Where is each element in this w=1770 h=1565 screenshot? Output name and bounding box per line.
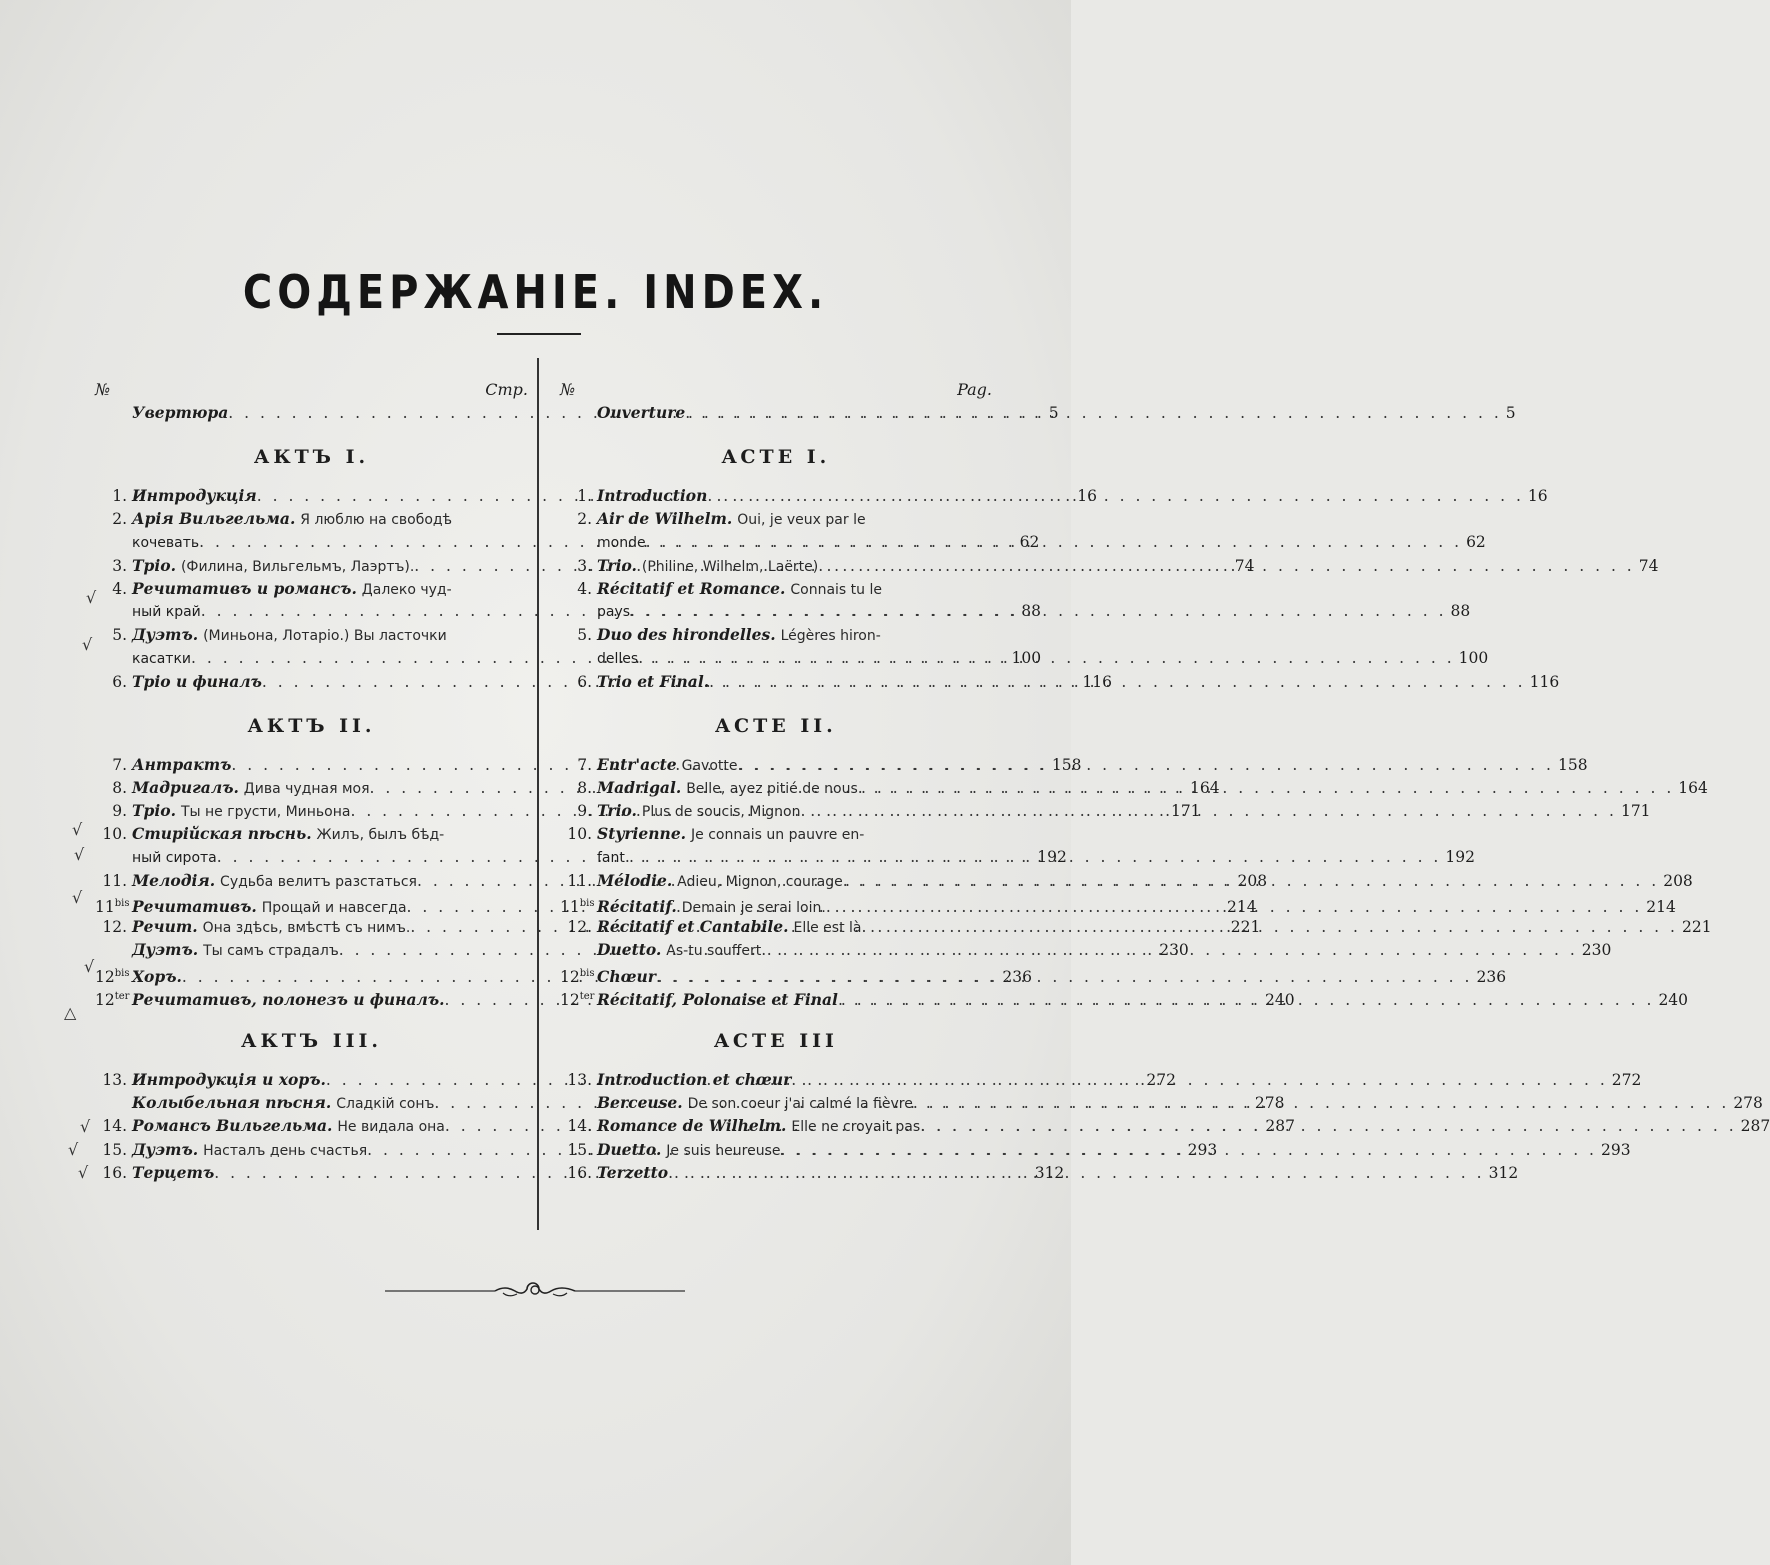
entry-number: 16. <box>102 1163 127 1182</box>
index-entry <box>560 577 992 600</box>
leader-dots <box>685 402 1501 425</box>
index-entry <box>560 962 1507 986</box>
index-entry-continuation <box>560 600 1471 623</box>
index-entry <box>560 1161 1519 1184</box>
entry-number-suffix: bis <box>579 898 595 909</box>
entry-number: 13. <box>102 1070 127 1089</box>
entry-number: 3. <box>577 556 592 575</box>
entry-incipit-continuation: ный край <box>132 604 201 621</box>
entry-title: Ouverture <box>597 403 686 422</box>
pencil-tick-mark: √ <box>72 888 83 907</box>
page-number: 158 <box>1557 755 1588 774</box>
pencil-tick-mark: √ <box>74 845 85 864</box>
entry-body <box>132 670 262 694</box>
pencil-tick-mark: √ <box>84 957 95 976</box>
leader-dots <box>668 1162 1484 1185</box>
entry-incipit: Adieu, Mignon, courage <box>677 873 843 890</box>
leader-dots <box>858 777 1674 800</box>
number-header: № <box>95 380 111 399</box>
entry-incipit: Demain je serai loin. <box>681 900 826 917</box>
page-number: 278 <box>1733 1094 1763 1113</box>
entry-body <box>597 776 858 801</box>
pencil-tick-mark: √ <box>72 820 83 839</box>
entry-number: 14. <box>567 1117 592 1136</box>
entry-incipit-continuation: касатки <box>132 650 192 667</box>
entry-title: Дуэтъ. <box>132 625 199 645</box>
entry-body <box>597 938 761 963</box>
entry-number: 16. <box>567 1163 592 1182</box>
index-entry-continuation <box>560 846 1475 869</box>
page-number: 116 <box>1529 672 1560 691</box>
page-number: 208 <box>1663 871 1693 890</box>
page-number: 164 <box>1190 779 1220 798</box>
entry-incipit: Жилъ, былъ бѣд- <box>316 827 445 844</box>
entry-incipit: Plus de soucis, Mignon <box>641 804 801 821</box>
pencil-tick-mark: √ <box>80 1117 91 1136</box>
leader-dots <box>709 671 1525 694</box>
entry-body <box>597 484 707 508</box>
entry-number-suffix: ter <box>114 990 130 1002</box>
entry-number: 11. <box>567 871 592 890</box>
entry-number: 5. <box>112 626 127 645</box>
index-entry <box>95 623 528 646</box>
entry-title: Mélodie. <box>597 870 673 890</box>
entry-title: Berceuse. <box>597 1093 683 1113</box>
page-number: 62 <box>1466 532 1486 551</box>
page-number: 221 <box>1230 918 1261 937</box>
page-number: 208 <box>1237 871 1268 890</box>
entry-body <box>132 623 528 648</box>
page-number: 171 <box>1170 802 1201 821</box>
entry-title: Introduction <box>597 486 708 506</box>
entry-title: Интродукція и хоръ. <box>132 1069 326 1089</box>
entry-body <box>597 554 818 579</box>
overture-entry <box>560 401 1516 424</box>
entry-body <box>132 1068 326 1092</box>
entry-incipit: Oui, je veux par le <box>737 512 866 529</box>
entry-number: 11. <box>102 871 127 890</box>
entry-incipit: Судьба велитъ разстаться <box>220 873 417 890</box>
page-number: 287 <box>1265 1117 1295 1136</box>
page-number: 214 <box>1646 898 1676 917</box>
index-entry <box>560 985 1689 1009</box>
entry-number: $11^{bis}$ <box>560 898 595 917</box>
index-entry <box>560 1138 1631 1161</box>
leader-dots <box>843 870 1659 893</box>
entry-title: Речитативъ, полонезъ и финалъ. <box>132 989 445 1009</box>
entry-title: Récitatif et Cantabile. <box>597 917 789 937</box>
entry-number: 13. <box>567 1070 592 1089</box>
page-number: 88 <box>1021 602 1041 621</box>
entry-number: 12. <box>102 918 127 937</box>
page-number: 221 <box>1681 918 1712 937</box>
page-number: 272 <box>1146 1070 1176 1089</box>
entry-title: Trio et Final. <box>597 671 710 691</box>
entry-title: Тріо. <box>132 801 176 821</box>
entry-number-suffix: bis <box>579 967 595 979</box>
entry-body <box>597 1091 913 1116</box>
entry-title: Речитативъ и романсъ. <box>132 578 357 598</box>
entry-body <box>597 1161 668 1185</box>
entry-body <box>132 577 528 602</box>
page-number: 164 <box>1678 779 1708 798</box>
entry-title: Trio. <box>597 801 637 821</box>
index-entry <box>560 623 992 646</box>
entry-body <box>597 869 843 894</box>
page-header: Pag. <box>957 380 992 399</box>
index-entry <box>95 507 528 530</box>
index-entry <box>560 869 1693 892</box>
entry-incipit: As-tu souffert <box>666 943 762 960</box>
entry-title: Тріо. <box>132 555 176 575</box>
entry-incipit: Прощай и навсегда <box>261 900 407 917</box>
entry-body <box>597 1114 920 1139</box>
entry-title: Стирійская пѣснь. <box>132 824 312 844</box>
entry-incipit: Ты не грусти, Миньона <box>180 804 351 821</box>
pencil-tick-mark: √ <box>86 588 97 607</box>
entry-body <box>597 577 992 602</box>
index-entry-continuation <box>560 531 1486 554</box>
pencil-tick-mark: √ <box>82 635 93 654</box>
entry-body <box>597 1068 791 1092</box>
entry-body <box>132 1091 434 1116</box>
entry-title: Duetto. <box>597 940 662 960</box>
page-number: 171 <box>1620 802 1651 821</box>
column-header <box>95 378 528 401</box>
entry-number: 7. <box>577 755 592 774</box>
act-heading: АКТЪ I. <box>253 446 370 469</box>
act-heading: ACTE II. <box>715 714 837 737</box>
entry-incipit-continuation: delles <box>597 650 639 667</box>
entry-number: 2. <box>112 510 127 529</box>
index-entry <box>560 938 1612 961</box>
index-entry <box>560 776 1708 799</box>
entry-number: 9. <box>577 802 592 821</box>
leader-dots <box>838 989 1654 1012</box>
page-number: 236 <box>1002 967 1032 986</box>
entry-body <box>132 484 257 508</box>
entry-incipit: Belle, ayez pitié de nous <box>686 781 858 798</box>
leader-dots <box>761 939 1577 962</box>
page-number: 293 <box>1187 1140 1218 1159</box>
entry-body <box>132 776 370 801</box>
entry-title: Речит. <box>132 917 198 937</box>
entry-number: 8. <box>112 779 127 798</box>
entry-incipit: Она здѣсь, вмѣстѣ съ нимъ. <box>202 920 411 937</box>
entry-body <box>132 915 410 940</box>
entry-title: Арія Вильгельма. <box>132 509 296 529</box>
entry-number: 8. <box>577 779 592 798</box>
leader-dots <box>737 754 1553 777</box>
page-number: 74 <box>1234 556 1255 575</box>
page-number: 158 <box>1051 755 1082 774</box>
entry-number: $12^{bis}$ <box>560 967 595 986</box>
entry-body <box>597 915 861 940</box>
page-title: СОДЕРЖАНІЕ. INDEX. <box>242 266 829 320</box>
entry-title: Хоръ. <box>132 966 182 986</box>
entry-incipit: (Philine, Wilhelm, Laërte) <box>641 558 819 575</box>
entry-title: Terzetto <box>597 1162 669 1182</box>
leader-dots <box>625 846 1441 869</box>
entry-number: 10. <box>567 825 592 844</box>
leader-dots <box>707 485 1523 508</box>
pencil-tick-mark: √ <box>78 1163 89 1182</box>
entry-incipit-continuation: fant <box>597 849 625 866</box>
index-entry <box>560 822 992 845</box>
entry-incipit: Не видала она <box>337 1119 445 1136</box>
number-header: № <box>560 380 576 399</box>
page-number: 230 <box>1159 941 1189 960</box>
page-number: 16 <box>1077 487 1097 506</box>
index-entry <box>95 577 528 600</box>
entry-number: 5. <box>577 626 592 645</box>
entry-number-suffix: ter <box>579 990 595 1002</box>
entry-title: Récitatif, Polonaise et Final <box>597 989 838 1009</box>
entry-title: Тріо и финалъ <box>132 671 262 691</box>
index-entry <box>560 507 992 530</box>
page-header: Стр. <box>485 380 528 399</box>
leader-dots <box>791 1069 1607 1092</box>
page-number: 192 <box>1445 847 1475 866</box>
entry-incipit-continuation: кочевать <box>132 534 200 551</box>
leader-dots <box>818 555 1634 578</box>
entry-number: 9. <box>112 802 127 821</box>
entry-incipit: Je connais un pauvre en- <box>691 827 865 844</box>
page-number: 240 <box>1264 990 1295 1009</box>
leader-dots <box>920 1115 1736 1138</box>
page-number: 74 <box>1638 556 1659 575</box>
act-heading: АКТЪ II. <box>247 714 376 737</box>
entry-incipit-continuation: monde <box>597 534 646 551</box>
entry-number: $11^{bis}$ <box>95 898 130 917</box>
page-number: 16 <box>1527 487 1548 506</box>
page-number: 214 <box>1227 898 1257 917</box>
entry-number: $12^{bis}$ <box>95 967 130 986</box>
entry-number: 1. <box>112 487 127 506</box>
page-number: 312 <box>1488 1163 1519 1182</box>
entry-body <box>597 822 992 847</box>
entry-body <box>132 822 528 847</box>
entry-body <box>132 554 414 579</box>
page-number: 192 <box>1037 847 1067 866</box>
entry-title: Duetto. <box>597 1139 662 1159</box>
entry-body <box>597 965 656 989</box>
title-rule <box>497 333 581 335</box>
entry-incipit: De son coeur j'ai calmé la fièvre <box>687 1096 913 1113</box>
entry-incipit: Elle est là <box>793 920 862 937</box>
entry-number: $12^{ter}$ <box>560 990 595 1009</box>
index-entry <box>560 1114 1770 1137</box>
entry-title: Introduction et chœur <box>597 1069 792 1089</box>
page-number: 100 <box>1458 648 1489 667</box>
entry-title: Récitatif. <box>597 897 677 917</box>
leader-dots <box>646 531 1462 554</box>
entry-incipit: Je suis heureuse <box>666 1142 781 1159</box>
pencil-tick-mark: √ <box>68 1140 79 1159</box>
entry-incipit: Далеко чуд- <box>361 581 452 598</box>
entry-body <box>597 753 737 778</box>
act-heading: ACTE I. <box>721 446 831 469</box>
entry-title: Мадригалъ. <box>132 778 239 798</box>
entry-body <box>132 938 339 963</box>
entry-number: 15. <box>102 1140 127 1159</box>
entry-body <box>597 988 838 1012</box>
entry-body <box>597 799 800 824</box>
entry-incipit-continuation: pays <box>597 604 631 621</box>
entry-number: 1. <box>577 487 592 506</box>
entry-body <box>597 670 709 694</box>
entry-number: 4. <box>112 579 127 598</box>
entry-body <box>597 507 992 532</box>
ornament-divider <box>385 1280 685 1302</box>
entry-body <box>597 1138 781 1163</box>
leader-dots <box>781 1139 1597 1162</box>
french-index-column <box>560 378 1770 1184</box>
page-number: 287 <box>1740 1117 1770 1136</box>
entry-incipit: Ты самъ страдалъ <box>203 943 339 960</box>
entry-title: Речитативъ. <box>132 897 257 917</box>
entry-body <box>132 799 350 824</box>
entry-title: Entr'acte <box>597 754 677 774</box>
entry-title: Интродукція <box>132 486 257 506</box>
entry-body <box>132 988 445 1012</box>
entry-title: Chœur <box>597 966 656 986</box>
entry-number: 6. <box>577 672 592 691</box>
index-entry <box>560 915 1712 938</box>
index-entry <box>560 554 1659 577</box>
entry-incipit: Насталъ день счастья <box>203 1142 368 1159</box>
entry-body <box>132 1114 445 1139</box>
page-number: 100 <box>1011 648 1042 667</box>
entry-incipit-continuation: ный сирота <box>132 849 217 866</box>
entry-title: Duo des hirondelles. <box>597 625 776 645</box>
index-entry <box>560 1091 1763 1114</box>
entry-incipit: Gavotte <box>681 757 738 774</box>
entry-number-suffix: bis <box>114 898 130 909</box>
entry-title: Романсъ Вильгельма. <box>132 1116 333 1136</box>
index-entry <box>560 892 1676 917</box>
entry-incipit: Я люблю на свободѣ <box>300 512 453 529</box>
entry-incipit: (Миньона, Лотаріо.) Вы ласточки <box>203 628 447 645</box>
page-number: 272 <box>1611 1070 1642 1089</box>
leader-dots <box>861 916 1677 939</box>
entry-title: Антрактъ <box>132 754 232 774</box>
page-number: 236 <box>1476 967 1507 986</box>
page-number: 312 <box>1034 1163 1065 1182</box>
leader-dots <box>913 1092 1729 1115</box>
leader-dots <box>800 800 1616 823</box>
leader-dots <box>638 647 1454 670</box>
entry-title: Romance de Wilhelm. <box>597 1116 787 1136</box>
entry-number: $12^{ter}$ <box>95 990 130 1009</box>
entry-body <box>132 1138 367 1163</box>
entry-number: 6. <box>112 672 127 691</box>
index-entry-continuation <box>560 647 1489 670</box>
entry-title: Увертюра <box>132 403 229 422</box>
page-number: 293 <box>1600 1140 1631 1159</box>
entry-body <box>597 623 992 648</box>
index-entry <box>560 753 1588 776</box>
entry-number: 3. <box>112 556 127 575</box>
entry-incipit: Дива чудная моя <box>243 781 370 798</box>
index-entry <box>560 799 1651 822</box>
entry-number: 4. <box>577 579 592 598</box>
entry-title: Дуэтъ. <box>132 940 199 960</box>
entry-incipit: (Филина, Вильгельмъ, Лаэртъ). <box>180 558 415 575</box>
page-number: 88 <box>1450 602 1471 621</box>
act-heading: ACTE III <box>714 1029 838 1052</box>
page-number: 230 <box>1581 941 1612 960</box>
entry-title: Дуэтъ. <box>132 1139 199 1159</box>
entry-title: Madrigal. <box>597 778 682 798</box>
entry-title: Колыбельная пѣсня. <box>132 1093 332 1113</box>
page-number: 278 <box>1254 1094 1285 1113</box>
page-number: 116 <box>1082 672 1112 691</box>
entry-title: Récitatif et Romance. <box>597 578 786 598</box>
entry-title: Терцетъ <box>132 1162 215 1182</box>
entry-number: 2. <box>577 510 592 529</box>
entry-title: Мелодія. <box>132 870 216 890</box>
index-entry <box>560 1068 1642 1091</box>
entry-incipit: Сладкій сонъ <box>336 1096 435 1113</box>
entry-number: 12. <box>567 918 592 937</box>
entry-body <box>132 1161 214 1185</box>
entry-number: 7. <box>112 755 127 774</box>
entry-number-suffix: bis <box>114 967 130 979</box>
entry-title: Styrienne. <box>597 824 687 844</box>
entry-number: 15. <box>567 1140 592 1159</box>
entry-incipit: Légères hiron- <box>780 628 881 645</box>
column-header <box>560 378 992 401</box>
leader-dots <box>630 600 1446 623</box>
page-number: 240 <box>1658 990 1689 1009</box>
act-heading: АКТЪ III. <box>241 1029 382 1052</box>
index-entry <box>560 670 1560 693</box>
index-entry <box>560 484 1548 507</box>
page-number: 5 <box>1048 404 1059 422</box>
pencil-tick-mark: △ <box>64 1003 77 1022</box>
entry-body <box>132 869 417 894</box>
entry-number: 10. <box>102 825 127 844</box>
entry-incipit: Elle ne croyait pas <box>791 1119 921 1136</box>
page-number: 5 <box>1505 404 1516 422</box>
entry-number: 14. <box>102 1117 127 1136</box>
leader-dots <box>656 966 1472 989</box>
page-number: 62 <box>1019 532 1040 551</box>
entry-body <box>132 507 528 532</box>
index-entry <box>95 822 528 845</box>
entry-body <box>132 753 231 777</box>
entry-body <box>132 965 182 989</box>
entry-title: Trio. <box>597 555 637 575</box>
entry-incipit: Connais tu le <box>790 581 882 598</box>
entry-title: Air de Wilhelm. <box>597 509 733 529</box>
